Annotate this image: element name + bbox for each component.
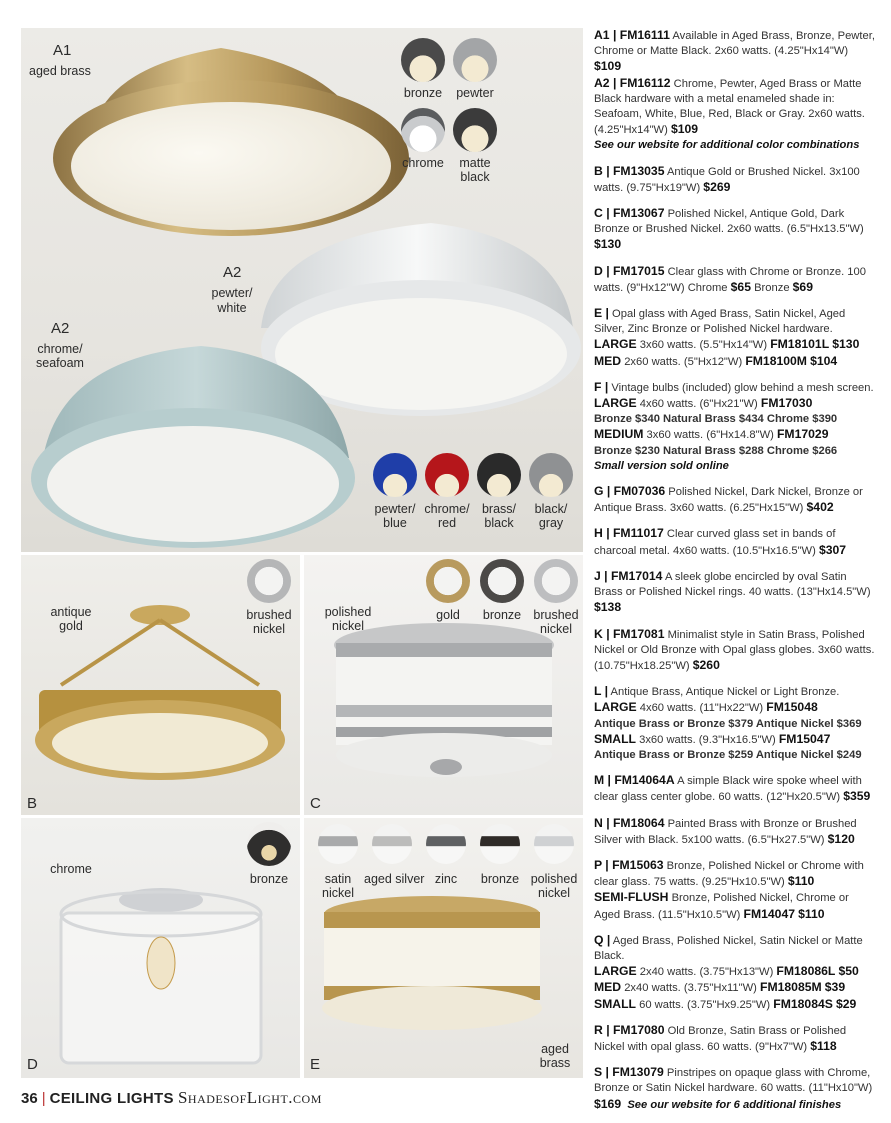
entry-body: Old Bronze, Satin Brass or Polished Nickel with opal glass. 60 watts. (9"Hx7"W)	[594, 1024, 847, 1053]
price: $50	[838, 964, 859, 979]
swatch-brushed-nickel	[247, 559, 291, 603]
size-label: LARGE	[594, 964, 637, 979]
finish-a1: aged brass	[29, 64, 91, 78]
finish-b-1: antique	[50, 605, 92, 619]
panel-a	[21, 28, 583, 552]
swatch-label-black: black	[460, 170, 490, 184]
page-footer	[21, 1088, 322, 1108]
sku: FM18084S	[773, 996, 833, 1011]
swatch-label-brass-black-2: black	[484, 516, 514, 530]
entry-head: K | FM17081	[594, 626, 665, 641]
swatch-brass-black	[477, 453, 521, 497]
label-a2-seafoam: A2	[51, 320, 70, 337]
finish-c-2: nickel	[332, 619, 364, 633]
spec: 3x60 watts. (5.5"Hx14"W)	[636, 339, 771, 352]
letter-b: B	[27, 795, 38, 812]
swatch-label-bronze: bronze	[403, 86, 443, 100]
entry-m	[594, 773, 876, 805]
swatch-label-pewter: pewter	[456, 86, 494, 100]
entry-price: $269	[703, 179, 731, 194]
entry-body: Opal glass with Aged Brass, Satin Nickel, Aged Silver, Zinc Bronze or Polished Nickel hardware.	[594, 308, 846, 336]
entry-s	[594, 1065, 876, 1113]
swatch-label-satin-1: satin	[324, 872, 352, 886]
entry-head: R | FM17080	[594, 1022, 665, 1037]
label-a2-white: A2	[223, 264, 242, 281]
finish-e-1: aged	[541, 1042, 569, 1056]
entry-price: $120	[827, 831, 855, 846]
entry-body: A simple Black wire spoke wheel with clear glass center globe. 60 watts. (12"Hx20.5"W)	[594, 775, 862, 804]
finish-b-2: gold	[59, 619, 83, 633]
entry-body-2: Bronze	[750, 281, 790, 294]
swatch-label-b-1: brushed	[246, 608, 292, 622]
entry-h	[594, 526, 876, 558]
swatch-zinc	[426, 824, 466, 864]
size-label: MEDIUM	[594, 427, 644, 442]
entry-g	[594, 484, 876, 516]
swatch-pewter	[453, 38, 497, 82]
footer-category: CEILING LIGHTS	[49, 1090, 174, 1107]
entry-note: See our website for additional color combinations	[594, 139, 860, 152]
size-label: SEMI-FLUSH	[594, 890, 669, 905]
size-label: LARGE	[594, 396, 637, 411]
price-line: Bronze $230 Natural Brass $288 Chrome $266	[594, 444, 838, 457]
entry-head: E |	[594, 306, 609, 321]
entry-note: Small version sold online	[594, 459, 729, 472]
entry-price: $109	[594, 59, 622, 74]
entry-price: $169	[594, 1096, 622, 1111]
swatch-bronze	[401, 38, 445, 82]
panel-d	[21, 818, 300, 1078]
entry-body: Antique Brass, Antique Nickel or Light Bronze.	[608, 686, 840, 699]
swatch-bronze-e	[480, 824, 520, 864]
sku: FM15048	[766, 700, 818, 715]
size-label: MED	[594, 353, 622, 368]
entry-b	[594, 164, 876, 196]
spec: 2x40 watts. (3.75"Hx13"W)	[636, 966, 777, 979]
footer-separator: |	[41, 1090, 46, 1107]
entry-head: G | FM07036	[594, 484, 666, 499]
entry-head: M | FM14064A	[594, 773, 675, 788]
sku: FM18100M	[745, 353, 807, 368]
finish-a2-white-2: white	[217, 301, 247, 315]
swatch-label-chrome-red-2: red	[437, 516, 457, 530]
entry-j	[594, 569, 876, 617]
sku: FM17029	[776, 427, 829, 442]
swatch-chrome-red	[425, 453, 469, 497]
entry-d	[594, 264, 876, 296]
finish-a2-seafoam-2: seafoam	[36, 356, 84, 370]
letter-e: E	[310, 1056, 321, 1073]
finish-c-1: polished	[324, 605, 372, 619]
sku: FM18086L	[776, 964, 836, 979]
entry-price: $359	[843, 789, 871, 804]
swatch-label-satin-2: nickel	[322, 886, 354, 900]
swatch-label-bronze-e: bronze	[480, 872, 520, 886]
entry-head: F |	[594, 379, 609, 394]
entry-n	[594, 816, 876, 848]
entry-price: $138	[594, 600, 622, 615]
swatch-label-polished-2: nickel	[538, 886, 570, 900]
swatch-polished-nickel	[534, 824, 574, 864]
swatch-label-bronze-c: bronze	[482, 608, 522, 622]
swatch-satin-nickel	[318, 824, 358, 864]
swatch-aged-silver	[372, 824, 412, 864]
spec: 2x40 watts. (3.75"Hx11"W)	[621, 982, 761, 995]
swatch-black-gray	[529, 453, 573, 497]
letter-d: D	[27, 1056, 38, 1073]
swatch-bronze-d	[247, 822, 291, 866]
product-descriptions	[594, 28, 876, 1123]
swatch-brushed-nickel-c	[534, 559, 578, 603]
entry-head: D | FM17015	[594, 263, 665, 278]
price-line: Antique Brass or Bronze $379 Antique Nickel $369	[594, 717, 862, 730]
swatch-label-polished-1: polished	[530, 872, 578, 886]
entry-price: $65	[730, 279, 751, 294]
entry-price: $260	[692, 657, 720, 672]
entry-price-2: $69	[792, 279, 813, 294]
size-label: SMALL	[594, 996, 636, 1011]
entry-body: Minimalist style in Satin Brass, Polished Nickel or Old Bronze with Opal glass globes. 3x60 watts. (10.75"Hx18.25"W)	[594, 628, 875, 672]
entry-body: Bronze, Polished Nickel or Chrome with clear glass. 75 watts. (9.25"Hx10.5"W)	[594, 859, 864, 889]
price: $104	[810, 353, 838, 368]
swatch-label-b-2: nickel	[253, 622, 285, 636]
price: $29	[836, 996, 857, 1011]
entry-body: Polished Nickel, Dark Nickel, Bronze or Antique Brass. 3x60 watts. (6.25"Hx15"W)	[594, 486, 863, 515]
entry-head: J | FM17014	[594, 568, 663, 583]
entry-note: See our website for 6 additional finishes	[627, 1098, 842, 1111]
finish-a2-white-1: pewter/	[211, 286, 253, 300]
entry-body: Clear curved glass set in bands of charcoal metal. 4x60 watts. (10.5"Hx16.5"W)	[594, 528, 836, 557]
sku: FM18085M	[760, 980, 822, 995]
entry-body: Vintage bulbs (included) glow behind a mesh screen.	[608, 381, 874, 394]
entry-body: Available in Aged Brass, Bronze, Pewter, Chrome or Matte Black. 2x60 watts. (4.25"Hx14"W)	[594, 30, 875, 58]
swatch-label-matte: matte	[459, 156, 491, 170]
entry-head: C | FM13067	[594, 206, 665, 221]
panel-b	[21, 555, 300, 815]
panel-c	[304, 555, 583, 815]
page-number: 36	[21, 1090, 38, 1107]
swatch-pewter-blue	[373, 453, 417, 497]
price: $130	[832, 337, 860, 352]
finish-d: chrome	[50, 862, 92, 876]
entry-body: Clear glass with Chrome or Bronze. 100 watts. (9"Hx12"W) Chrome	[594, 265, 866, 294]
entry-head: N | FM18064	[594, 815, 665, 830]
entry-head: A1 | FM16111	[594, 28, 670, 42]
size-label: MED	[594, 980, 622, 995]
swatch-gold	[426, 559, 470, 603]
entry-price: $307	[818, 542, 847, 557]
entry-c	[594, 206, 876, 254]
swatch-label-aged-silver: aged silver	[364, 872, 425, 886]
spec: 2x60 watts. (5"Hx12"W)	[621, 355, 746, 368]
entry-price: $110	[787, 874, 815, 889]
entry-body: Pinstripes on opaque glass with Chrome, Bronze or Satin Nickel hardware. 60 watts. (11"Hx10"W)	[594, 1067, 873, 1095]
entry-l	[594, 684, 876, 763]
spec: 4x60 watts. (6"Hx21"W)	[636, 398, 761, 411]
price: $39	[824, 980, 846, 995]
entry-a	[594, 28, 876, 154]
entry-head: A2 | FM16112	[594, 75, 671, 90]
entry-head: S | FM13079	[594, 1065, 664, 1080]
panel-e	[304, 818, 583, 1078]
finish-a2-seafoam-1: chrome/	[37, 342, 83, 356]
sku: FM18101L	[770, 337, 830, 352]
price-line: Bronze $340 Natural Brass $434 Chrome $390	[594, 413, 838, 426]
size-label: LARGE	[594, 700, 637, 715]
spec: 3x60 watts. (9.3"Hx16.5"W)	[635, 733, 779, 746]
spec: Bronze, Polished Nickel, Chrome or Aged Brass. (11.5"Hx10.5"W)	[594, 892, 849, 921]
price-line: Antique Brass or Bronze $259 Antique Nickel $249	[594, 748, 862, 761]
entry-k	[594, 627, 876, 675]
spec: 60 watts. (3.75"Hx9.25"W)	[635, 998, 774, 1011]
finish-e-2: brass	[539, 1056, 571, 1070]
entry-head: L |	[594, 684, 609, 699]
swatch-bronze-c	[480, 559, 524, 603]
entry-p	[594, 858, 876, 923]
price: $110	[798, 906, 825, 921]
swatch-label-bronze-d: bronze	[249, 872, 289, 886]
entry-body: Polished Nickel, Antique Gold, Dark Bronze or Brushed Nickel. 2x60 watts. (6.5"Hx13.5"W)	[594, 208, 864, 236]
entry-head: B | FM13035	[594, 163, 665, 178]
entry-r	[594, 1023, 876, 1055]
entry-price: $130	[594, 237, 622, 252]
swatch-label-c-3-1: brushed	[533, 608, 579, 622]
swatch-label-chrome-red-1: chrome/	[424, 502, 470, 516]
sku: FM17030	[760, 396, 813, 411]
swatch-label-c-3-2: nickel	[540, 622, 572, 636]
swatch-label-black-gray-2: gray	[538, 516, 564, 530]
size-label: LARGE	[594, 337, 637, 352]
entry-body: Painted Brass with Bronze or Brushed Silver with Black. 5x100 watts. (6.5"Hx27.5"W)	[594, 817, 857, 846]
entry-head: Q |	[594, 932, 611, 947]
sku: FM15047	[778, 731, 831, 746]
swatch-label-chrome: chrome	[402, 156, 444, 170]
swatch-matte-black	[453, 108, 497, 152]
entry-f	[594, 380, 876, 474]
entry-body: A sleek globe encircled by oval Satin Brass or Polished Nickel rings. 40 watts. (13"Hx14.5"W)	[594, 570, 871, 599]
entry-body: Chrome, Pewter, Aged Brass or Matte Black hardware with a metal enameled shade in: Seafoam, White, Blue, Red, Black or Gray. 2x60 watts. (4.25"Hx14"W)	[594, 77, 865, 137]
entry-price: $402	[806, 500, 834, 515]
entry-price: $109	[670, 122, 699, 137]
entry-head: P | FM15063	[594, 857, 664, 872]
swatch-label-pewter-blue-2: blue	[383, 516, 407, 530]
entry-e	[594, 306, 876, 370]
swatch-label-gold: gold	[436, 608, 460, 622]
spec: 4x60 watts. (11"Hx22"W)	[636, 702, 767, 715]
swatch-label-brass-black-1: brass/	[481, 502, 517, 516]
entry-q	[594, 933, 876, 1013]
letter-c: C	[310, 795, 321, 812]
footer-brand: ShadesofLight.com	[177, 1088, 322, 1107]
label-a1: A1	[53, 42, 72, 59]
swatch-label-pewter-blue-1: pewter/	[374, 502, 416, 516]
entry-price: $118	[810, 1038, 837, 1053]
swatch-label-black-gray-1: black/	[534, 502, 568, 516]
entry-head: H | FM11017	[594, 526, 664, 541]
swatch-label-zinc: zinc	[434, 872, 458, 886]
spec: 3x60 watts. (6"Hx14.8"W)	[643, 429, 777, 442]
swatch-chrome	[401, 108, 445, 152]
entry-body: Antique Gold or Brushed Nickel. 3x100 watts. (9.75"Hx19"W)	[594, 165, 860, 194]
entry-body: Aged Brass, Polished Nickel, Satin Nickel or Matte Black.	[594, 934, 863, 962]
size-label: SMALL	[594, 731, 636, 746]
sku: FM14047	[743, 906, 796, 921]
